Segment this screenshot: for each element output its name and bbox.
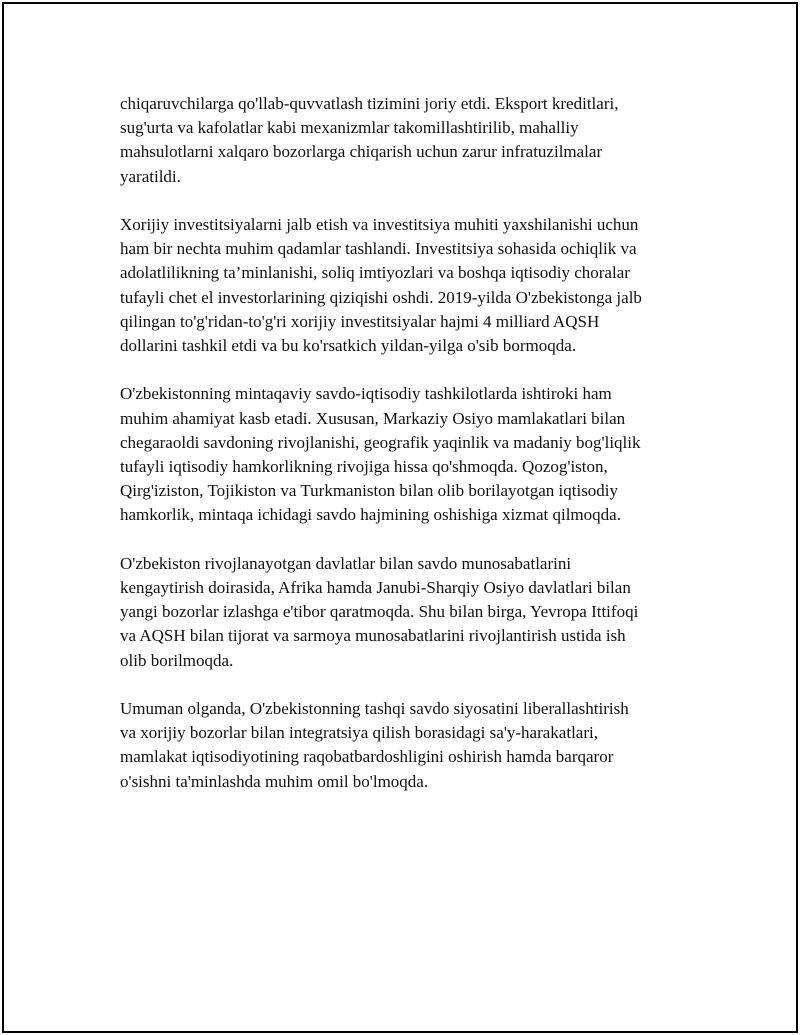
text-line: Qirg'iziston, Tojikiston va Turkmaniston bilan olib borilayotgan iqtisodiy [120,481,619,501]
text-line: tufayli iqtisodiy hamkorlikning rivojiga hissa qo'shmoqda. Qozog'iston, [120,457,608,477]
text-line: qilingan to'g'ridan-to'g'ri xorijiy investitsiyalar hajmi 4 milliard AQSH [120,311,600,331]
text-line: O'zbekiston rivojlanayotgan davlatlar bilan savdo munosabatlarini [120,553,572,573]
text-line: O'zbekistonning mintaqaviy savdo-iqtisodiy tashkilotlarda ishtiroki ham [120,384,612,404]
text-line: chiqaruvchilarga qo'llab-quvvatlash tizimini joriy etdi. Eksport kreditlari, [120,94,619,113]
text-line: dollarini tashkil etdi va bu ko'rsatkich yildan-yilga o'sib bormoqda. [120,336,577,356]
text-line: sug'urta va kafolatlar kabi mexanizmlar takomillashtirilib, mahalliy [120,118,579,138]
paragraph-4 [120,552,710,673]
text-line: kengaytirish doirasida, Afrika hamda Janubi-Sharqiy Osiyo davlatlari bilan [120,578,631,598]
text-line: tufayli chet el investorlarining qiziqishi oshdi. 2019-yilda O'zbekistonga jalb [120,287,642,307]
text-line: o'sishni ta'minlashda muhim omil bo'lmoqda. [120,771,429,791]
paragraph-5 [120,697,710,794]
text-line: va AQSH bilan tijorat va sarmoya munosabatlarini rivojlantirish ustida ish [120,626,626,646]
document-body [120,92,710,818]
text-line: va xorijiy bozorlar bilan integratsiya qilish borasidagi sa'y-harakatlari, [120,723,598,743]
text-line: hamkorlik, mintaqa ichidagi savdo hajmining oshishiga xizmat qilmoqda. [120,505,621,525]
paragraph-2 [120,213,710,358]
text-line: muhim ahamiyat kasb etadi. Xususan, Markaziy Osiyo mamlakatlari bilan [120,408,626,428]
text-line: chegaraoldi savdoning rivojlanishi, geografik yaqinlik va madaniy bog'liqlik [120,432,641,452]
text-line: ham bir nechta muhim qadamlar tashlandi. Investitsiya sohasida ochiqlik va [120,239,637,259]
text-line: mahsulotlarni xalqaro bozorlarga chiqarish uchun zarur infratuzilmalar [120,142,603,162]
text-line: Xorijiy investitsiyalarni jalb etish va investitsiya muhiti yaxshilanishi uchun [120,215,639,234]
text-line: yangi bozorlar izlashga e'tibor qaratmoqda. Shu bilan birga, Yevropa Ittifoqi [120,602,639,622]
text-line: Umuman olganda, O'zbekistonning tashqi savdo siyosatini liberallashtirish [120,699,629,719]
document-page [2,2,798,1033]
paragraph-3 [120,382,710,527]
text-line: mamlakat iqtisodiyotining raqobatbardoshligini oshirish hamda barqaror [120,747,614,767]
text-line: yaratildi. [120,166,181,186]
text-line: olib borilmoqda. [120,650,234,670]
text-line: adolatlilikning ta’minlanishi, soliq imtiyozlari va boshqa iqtisodiy choralar [120,263,630,283]
paragraph-1 [120,92,710,189]
